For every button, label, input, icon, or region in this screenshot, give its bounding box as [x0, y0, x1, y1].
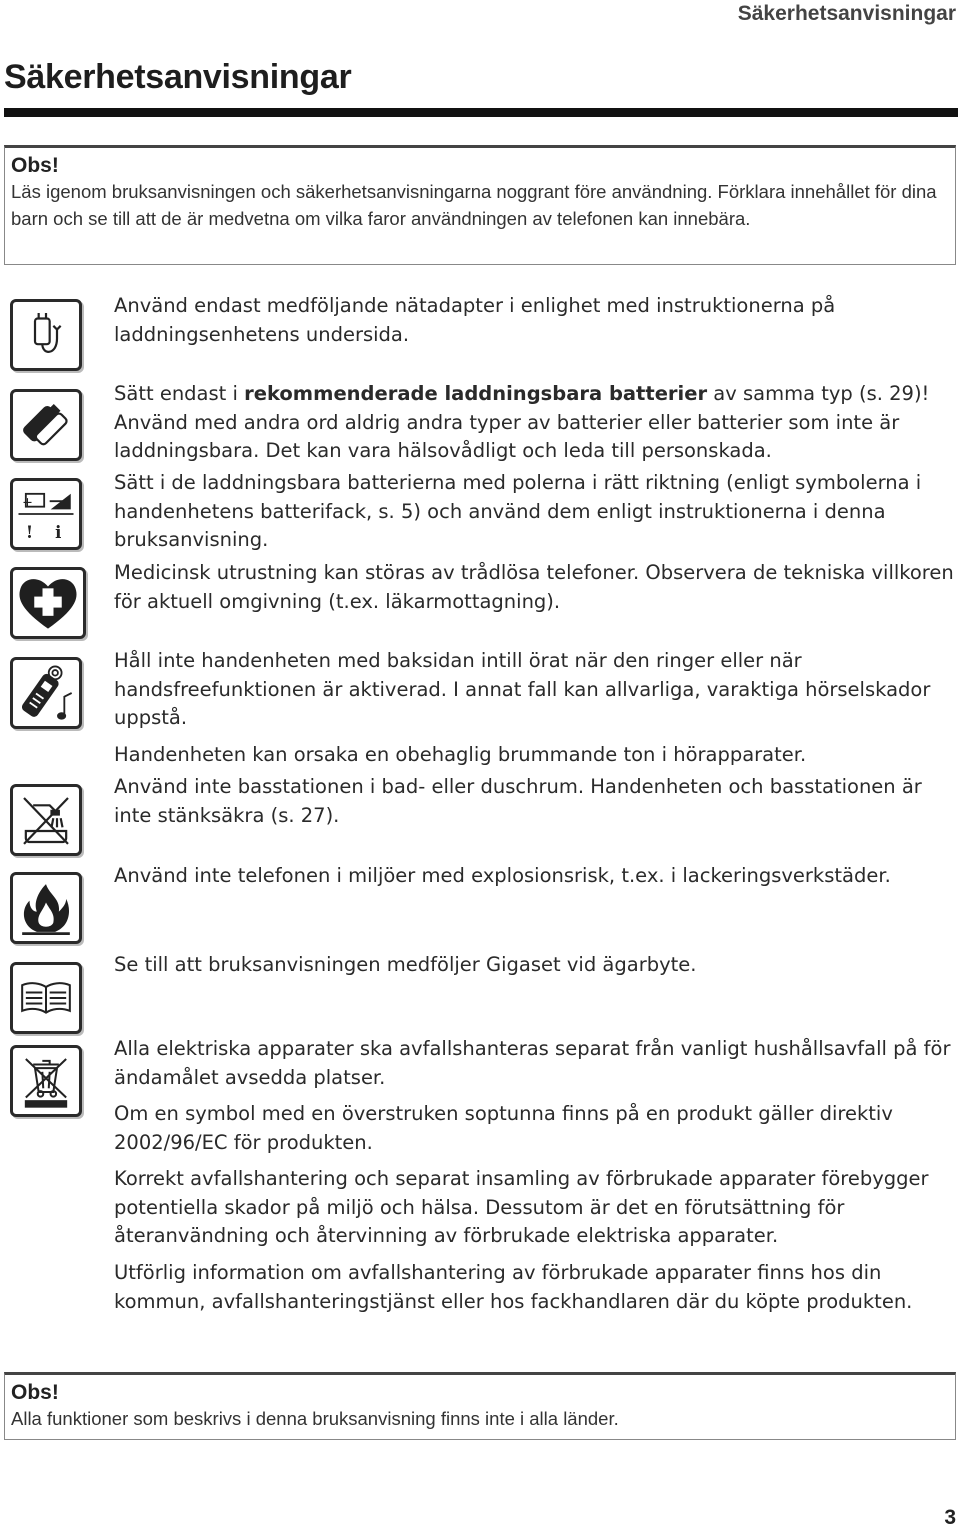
notice-heading: Obs! [11, 1381, 59, 1404]
battery-text [114, 380, 954, 466]
adapter-text: Använd endast medföljande nätadapter i enlighet med instruktionerna på laddningsenhetens undersida. [114, 294, 836, 346]
notice-text: Alla funktioner som beskrivs i denna bruksanvisning finns inte i alla länder. [11, 1408, 619, 1429]
hearing-text: Håll inte handenheten med baksidan intill örat när den ringer eller när handsfreefunktionen är aktiverad. I annat fall kan allvarliga, varaktiga hörselskador uppstå. [114, 649, 931, 730]
water-text: Använd inte basstationen i bad- eller duschrum. Handenheten och basstationen är inte stänksäkra (s. 27). [114, 775, 922, 827]
battery-text-bold: rekommenderade laddningsbara batterier [244, 382, 708, 405]
notice-box-top [4, 145, 956, 265]
svg-text:i: i [55, 522, 62, 542]
page-number: 3 [944, 1506, 956, 1529]
disposal-text-4: Utförlig information om avfallshantering av förbrukade apparater finns hos din kommun, avfallshanteringstjänst eller hos fackhandlaren där du köpte produkten. [114, 1261, 913, 1313]
title-rule [4, 108, 958, 117]
disposal-text-2: Om en symbol med en överstruken soptunna finns på en produkt gäller direktiv 2002/96/EC för produkten. [114, 1102, 893, 1154]
page-title: Säkerhetsanvisningar [4, 58, 352, 96]
battery-polarity-icon [10, 478, 82, 550]
disposal-text-1: Alla elektriska apparater ska avfallshanteras separat från vanligt hushållsavfall på för ändamålet avsedda platser. [114, 1037, 951, 1089]
power-adapter-icon [10, 299, 82, 371]
svg-text:!: ! [25, 522, 34, 542]
manual-text: Se till att bruksanvisningen medföljer Gigaset vid ägarbyte. [114, 953, 697, 976]
disposal-text-3: Korrekt avfallshantering och separat insamling av förbrukade apparater förebygger potentiella skador på miljö och hälsa. Dessutom är det en förutsättning för återanvändning och återvinning av förbrukade elektriska apparater. [114, 1167, 929, 1248]
medical-heart-icon [10, 567, 86, 639]
running-header: Säkerhetsanvisningar [737, 2, 956, 25]
notice-text: Läs igenom bruksanvisningen och säkerhetsanvisningarna noggrant före användning. Förklara innehållet för dina barn och se till att de är medvetna om vilka faror användningen av telefonen kan innebära. [11, 181, 937, 229]
polarity-text: Sätt i de laddningsbara batterierna med polerna i rätt riktning (enligt symbolerna i handenhetens batterifack, s. 5) och använd dem enligt instruktionerna i denna bruksanvisning. [114, 471, 922, 552]
crossed-wheelie-bin-icon [10, 1045, 82, 1117]
handset-loud-icon [10, 657, 82, 729]
explosion-flame-icon [10, 872, 82, 944]
battery-text-post: av samma typ (s. 29)! Använd med andra ord aldrig andra typer av batterier eller batterier som inte är laddningsbara. Det kan vara hälsovådligt och leda till personskada. [114, 382, 930, 463]
svg-text:+: + [22, 495, 33, 511]
explosion-text: Använd inte telefonen i miljöer med explosionsrisk, t.ex. i lackeringsverkstäder. [114, 864, 891, 887]
battery-text-pre: Sätt endast i [114, 382, 245, 405]
notice-box-bottom [4, 1372, 956, 1440]
battery-icon [10, 389, 82, 461]
book-manual-icon [10, 962, 82, 1034]
hearing-aid-text: Handenheten kan orsaka en obehaglig brummande ton i hörapparater. [114, 743, 807, 766]
no-shower-icon [10, 784, 82, 856]
medical-text: Medicinsk utrustning kan störas av trådlösa telefoner. Observera de tekniska villkoren för aktuell omgivning (t.ex. läkarmottagning). [114, 561, 954, 613]
notice-heading: Obs! [11, 154, 59, 177]
